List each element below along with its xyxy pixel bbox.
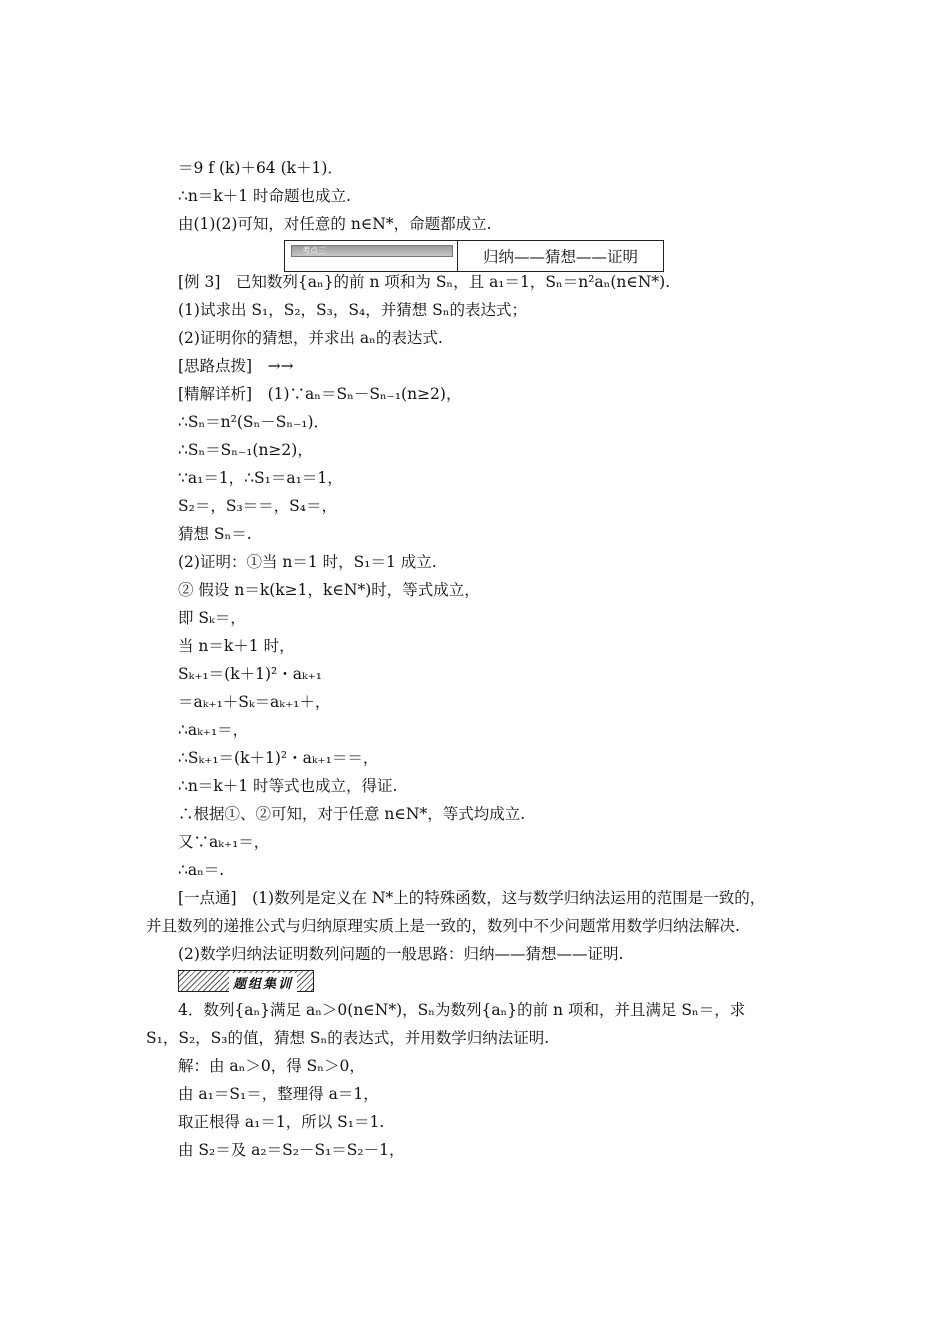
text-line: ∴aₙ＝. (178, 861, 225, 879)
text-line: 猜想 Sₙ＝. (178, 525, 252, 543)
text-line: ② 假设 n＝k(k≥1，k∈N*)时，等式成立， (178, 581, 480, 599)
group-practice-text: 题组集训 (229, 973, 297, 992)
text-line: 即 Sₖ＝， (178, 609, 246, 627)
banner-tag-cell (285, 241, 458, 271)
text-line: Sₖ₊₁＝(k＋1)²・aₖ₊₁ (178, 665, 323, 683)
text-line: ∵a₁＝1，∴S₁＝a₁＝1， (178, 469, 343, 487)
text-line: 由(1)(2)可知，对任意的 n∈N*，命题都成立. (178, 215, 492, 233)
exercise-title: 4．数列{aₙ}满足 aₙ＞0(n∈N*)，Sₙ为数列{aₙ}的前 n 项和，并且满足 Sₙ＝，求 (178, 1001, 746, 1019)
text-line: ∴Sₙ＝Sₙ₋₁(n≥2)， (178, 441, 313, 459)
example-title: [例 3] 已知数列{aₙ}的前 n 项和为 Sₙ，且 a₁＝1，Sₙ＝n²aₙ(n∈N*). (178, 273, 671, 291)
text-line: ∴Sₖ₊₁＝(k＋1)²・aₖ₊₁＝＝， (178, 749, 379, 767)
text-line: 又∵aₖ₊₁＝， (178, 833, 270, 851)
text-line: 由 a₁＝S₁＝，整理得 a＝1， (178, 1085, 379, 1103)
text-line: (1)试求出 S₁，S₂，S₃，S₄，并猜想 Sₙ的表达式； (178, 301, 527, 319)
text-line: ＝aₖ₊₁＋Sₖ＝aₖ₊₁＋， (178, 693, 331, 711)
group-practice-label (178, 970, 314, 992)
banner-tag (291, 245, 453, 257)
text-line: 解：由 aₙ＞0，得 Sₙ＞0， (178, 1057, 365, 1075)
text-line: S₁，S₂，S₃的值，猜想 Sₙ的表达式，并用数学归纳法证明. (146, 1029, 550, 1047)
text-line: ＝9 f (k)＋64 (k＋1)． (178, 159, 343, 177)
text-line: ∴aₖ₊₁＝， (178, 721, 249, 739)
banner-title: 归纳——猜想——证明 (483, 248, 639, 266)
banner-tag-label: 考点三 (302, 246, 326, 255)
text-line: 由 S₂＝及 a₂＝S₂－S₁＝S₂－1， (178, 1141, 405, 1159)
text-line: ∴n＝k＋1 时等式也成立，得证. (178, 777, 398, 795)
text-line: ∴n＝k＋1 时命题也成立. (178, 187, 351, 205)
text-line: ∴Sₙ＝n²(Sₙ－Sₙ₋₁)． (178, 413, 330, 431)
text-line: 并且数列的递推公式与归纳原理实质上是一致的，数列中不少问题常用数学归纳法解决. (146, 917, 740, 935)
text-line: S₂＝，S₃＝＝，S₄＝， (178, 497, 337, 515)
text-line: 当 n＝k＋1 时， (178, 637, 295, 655)
text-line: (2)证明：①当 n＝1 时，S₁＝1 成立. (178, 553, 437, 571)
text-line: (2)证明你的猜想，并求出 aₙ的表达式. (178, 329, 443, 347)
text-line: [精解详析] (1)∵aₙ＝Sₙ－Sₙ₋₁(n≥2)， (178, 385, 462, 403)
text-line: 取正根得 a₁＝1，所以 S₁＝1. (178, 1113, 385, 1131)
section-banner (284, 240, 664, 272)
text-line: [思路点拨] →→ (178, 357, 294, 375)
text-line: (2)数学归纳法证明数列问题的一般思路：归纳——猜想——证明. (178, 945, 624, 963)
text-line: [一点通] (1)数列是定义在 N*上的特殊函数，这与数学归纳法运用的范围是一致的， (178, 889, 766, 907)
text-line: ∴根据①、②可知，对于任意 n∈N*，等式均成立. (178, 805, 526, 823)
